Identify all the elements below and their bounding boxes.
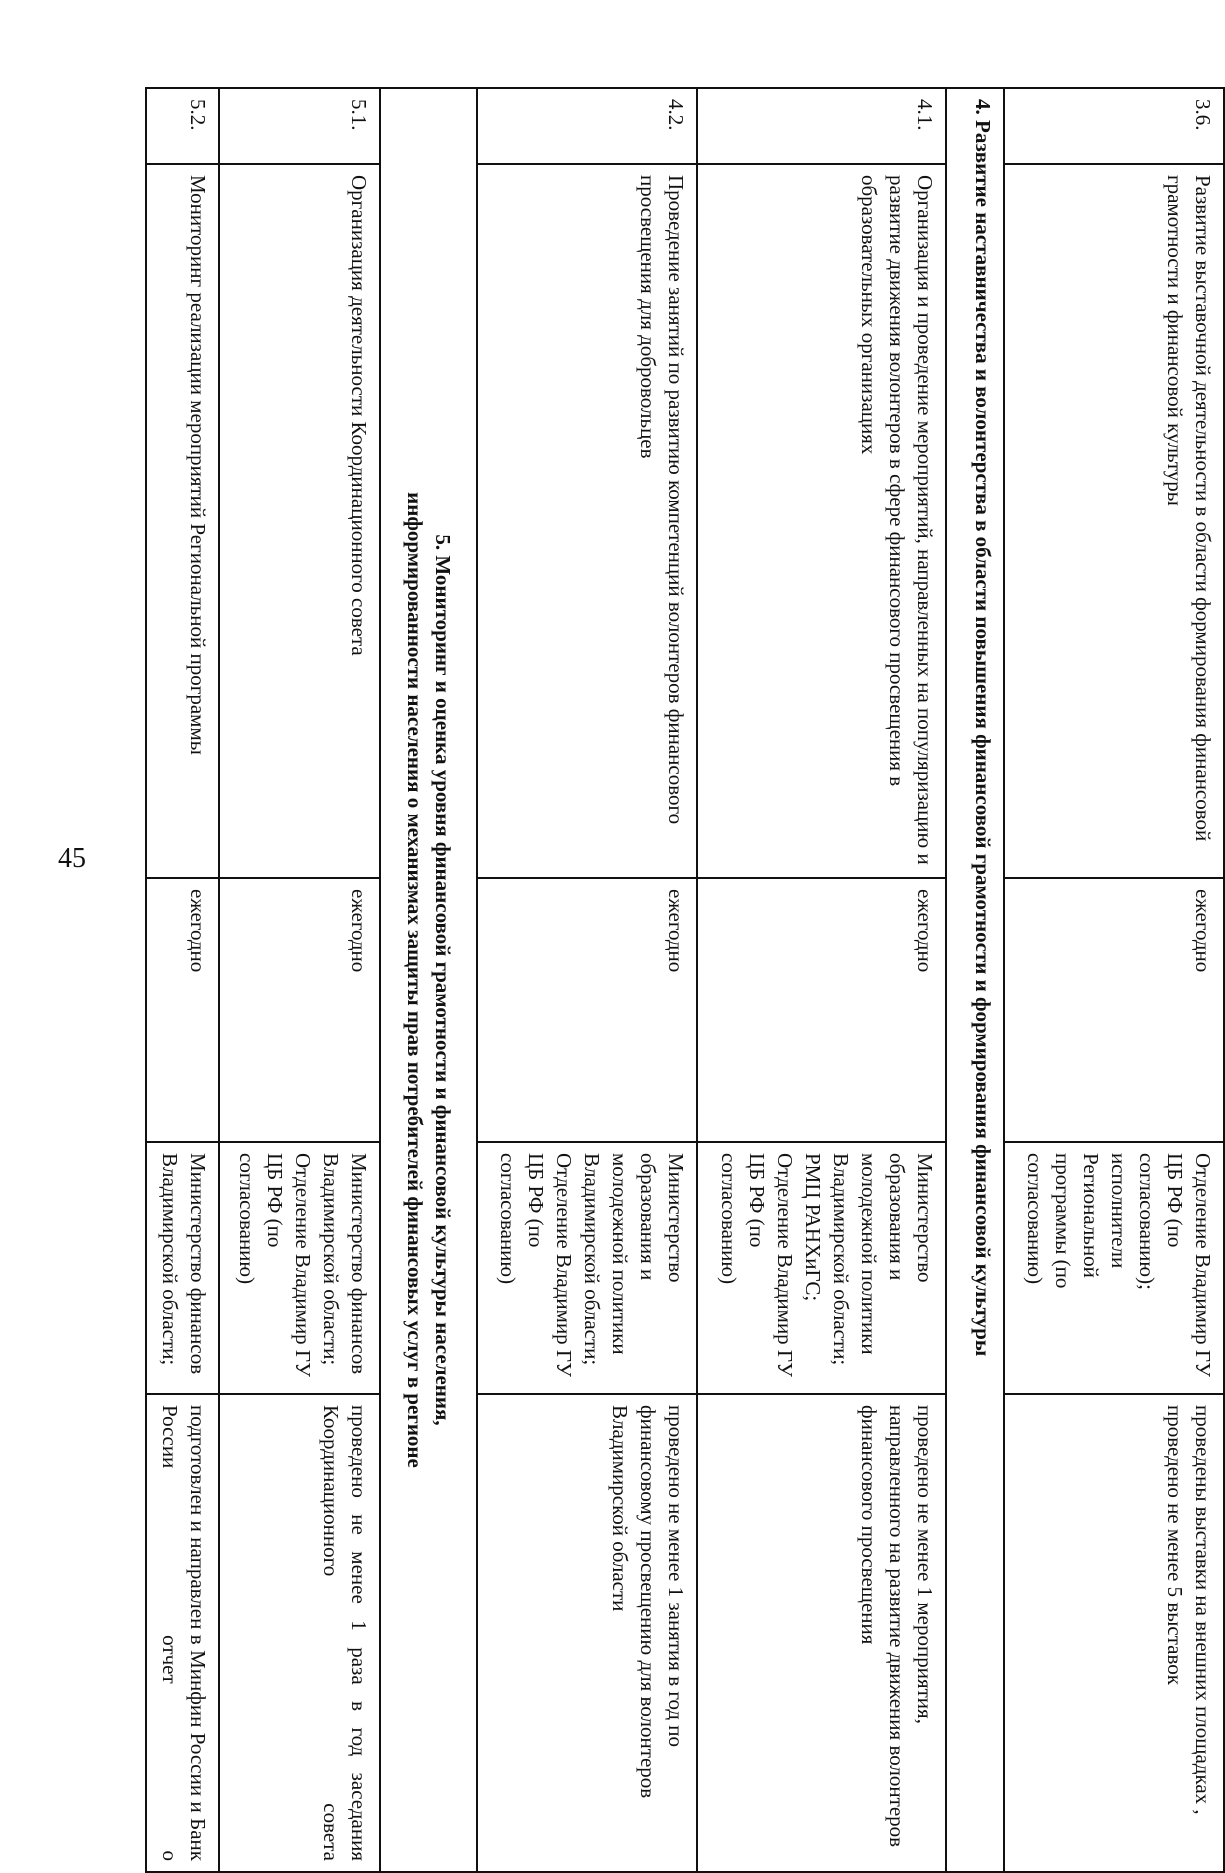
rotated-table-page [145,87,1225,1861]
row-number: 4.2. [477,88,697,164]
table-row [477,88,697,1872]
measures-table [145,87,1225,1873]
executors-cell: Отделение Владимир ГУ ЦБ РФ (по согласованию); исполнители Региональной программы (по согласованию) [1004,1142,1224,1394]
section-5-line-1: 5. Мониторинг и оценка уровня финансовой грамотности и финансовой культуры населения, [430,534,455,1426]
action-cell: Организация деятельности Координационного совета [219,164,380,878]
action-cell: Проведение занятий по развитию компетенций волонтеров финансового просвещения для добровольцев [477,164,697,878]
executors-cell: Министерство финансов Владимирской области; Отделение Владимир ГУ ЦБ РФ (по согласованию) [219,1142,380,1394]
executors-cell: Министерство образования и молодежной политики Владимирской области; Отделение Владимир ГУ ЦБ РФ (по согласованию) [477,1142,697,1394]
action-cell: Развитие выставочной деятельности в области формирования финансовой грамотности и финансовой культуры [1004,164,1224,878]
action-cell: Мониторинг реализации мероприятий Региональной программы [146,164,219,878]
executors-cell: Министерство образования и молодежной политики Владимирской области; РМЦ РАНХиГС; Отделение Владимир ГУ ЦБ РФ (по согласованию) [697,1142,946,1394]
executors-cell: Министерство финансов Владимирской области; [146,1142,219,1394]
table-row [1004,88,1224,1872]
result-cell: подготовлен и направлен в Минфин России и Банк России отчет о [146,1394,219,1872]
term-cell: ежегодно [219,878,380,1142]
section-row [946,88,1005,1872]
page-number: 45 [58,843,86,874]
term-cell: ежегодно [477,878,697,1142]
row-number: 3.6. [1004,88,1224,164]
result-cell: проведено не менее 1 мероприятия, направленного на развитие движения волонтеров финансового просвещения [697,1394,946,1872]
section-4-heading: 4. Развитие наставничества и волонтерства в области повышения финансовой грамотности и формирования финансовой культуры [946,88,1005,1872]
term-cell: ежегодно [697,878,946,1142]
table-row [697,88,946,1872]
section-row [380,88,476,1872]
row-number: 4.1. [697,88,946,164]
row-number: 5.1. [219,88,380,164]
term-cell: ежегодно [1004,878,1224,1142]
result-cell: проведено не менее 1 раза в год заседания Координационного совета [219,1394,380,1872]
result-cell: проведено не менее 1 занятия в год по финансовому просвещению для волонтеров Владимирской области [477,1394,697,1872]
section-5-line-2: информированности населения о механизмах защиты прав потребителей финансовых услуг в регионе [402,492,427,1468]
row-number: 5.2. [146,88,219,164]
term-cell: ежегодно [146,878,219,1142]
section-5-heading [380,88,476,1872]
table-row [219,88,380,1872]
action-cell: Организация и проведение мероприятий, направленных на популяризацию и развитие движения волонтеров в сфере финансового просвещения в образовательных организациях [697,164,946,878]
result-cell: проведены выставки на внешних площадках , проведено не менее 5 выставок [1004,1394,1224,1872]
table-row [146,88,219,1872]
